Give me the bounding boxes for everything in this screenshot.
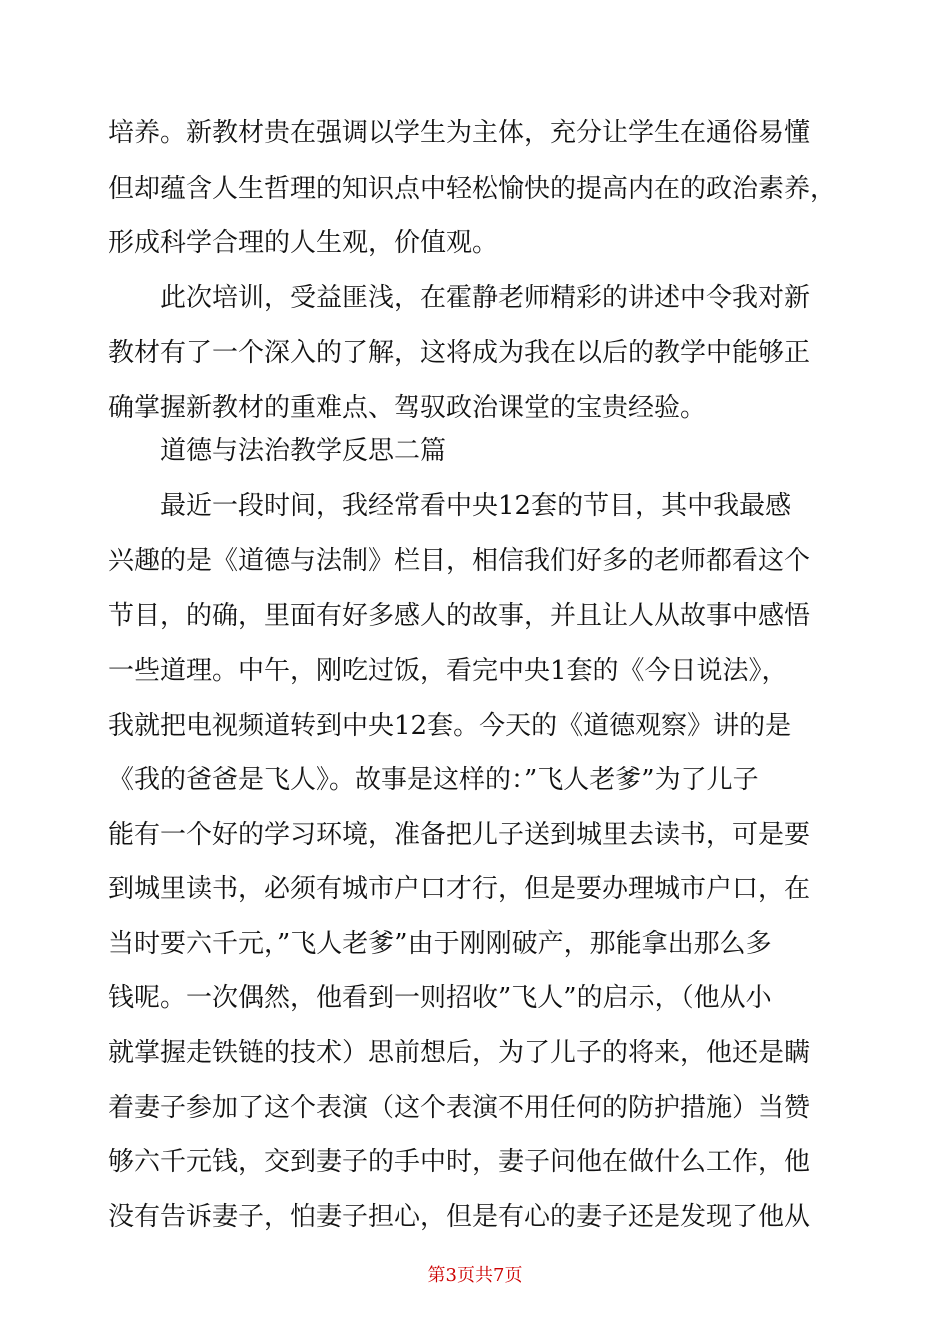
text-line: 就掌握走铁链的技术）思前想后，为了儿子的将来，他还是瞒 [108, 1038, 811, 1068]
text-line: 形成科学合理的人生观，价值观。 [108, 228, 499, 258]
text-line: 能有一个好的学习环境，准备把儿子送到城里去读书，可是要 [108, 820, 811, 850]
section-heading: 道德与法治教学反思二篇 [160, 436, 447, 466]
text-line: 够六千元钱，交到妻子的手中时，妻子问他在做什么工作，他 [108, 1147, 811, 1177]
text-line: 当时要六千元，”飞人老爹”由于刚刚破产，那能拿出那么多 [108, 929, 772, 959]
text-line: 我就把电视频道转到中央12套。今天的《道德观察》讲的是 [108, 711, 792, 741]
text-line: 节目，的确，里面有好多感人的故事，并且让人从故事中感悟 [108, 601, 811, 631]
text-line: 确掌握新教材的重难点、驾驭政治课堂的宝贵经验。 [108, 393, 707, 423]
text-line: 钱呢。一次偶然，他看到一则招收”飞人”的启示，（他从小 [108, 983, 772, 1013]
page-number-footer: 第3页共7页 [427, 1265, 523, 1286]
paragraph-first-line: 最近一段时间，我经常看中央12套的节目，其中我最感 [160, 491, 792, 521]
text-line: 培养。新教材贵在强调以学生为主体，充分让学生在通俗易懂 [108, 118, 811, 148]
text-line: 着妻子参加了这个表演（这个表演不用任何的防护措施）当赞 [108, 1093, 811, 1123]
text-line: 《我的爸爸是飞人》。故事是这样的：”飞人老爹”为了儿子 [108, 765, 759, 795]
text-line: 到城里读书，必须有城市户口才行，但是要办理城市户口，在 [108, 874, 811, 904]
text-line: 一些道理。中午，刚吃过饭，看完中央1套的《今日说法》， [108, 656, 788, 686]
text-line: 但却蕴含人生哲理的知识点中轻松愉快的提高内在的政治素养， [108, 174, 837, 204]
text-line: 没有告诉妻子，怕妻子担心，但是有心的妻子还是发现了他从 [108, 1202, 811, 1232]
paragraph-first-line: 此次培训，受益匪浅，在霍静老师精彩的讲述中令我对新 [160, 283, 811, 313]
text-line: 教材有了一个深入的了解，这将成为我在以后的教学中能够正 [108, 338, 811, 368]
text-line: 兴趣的是《道德与法制》栏目，相信我们好多的老师都看这个 [108, 546, 811, 576]
